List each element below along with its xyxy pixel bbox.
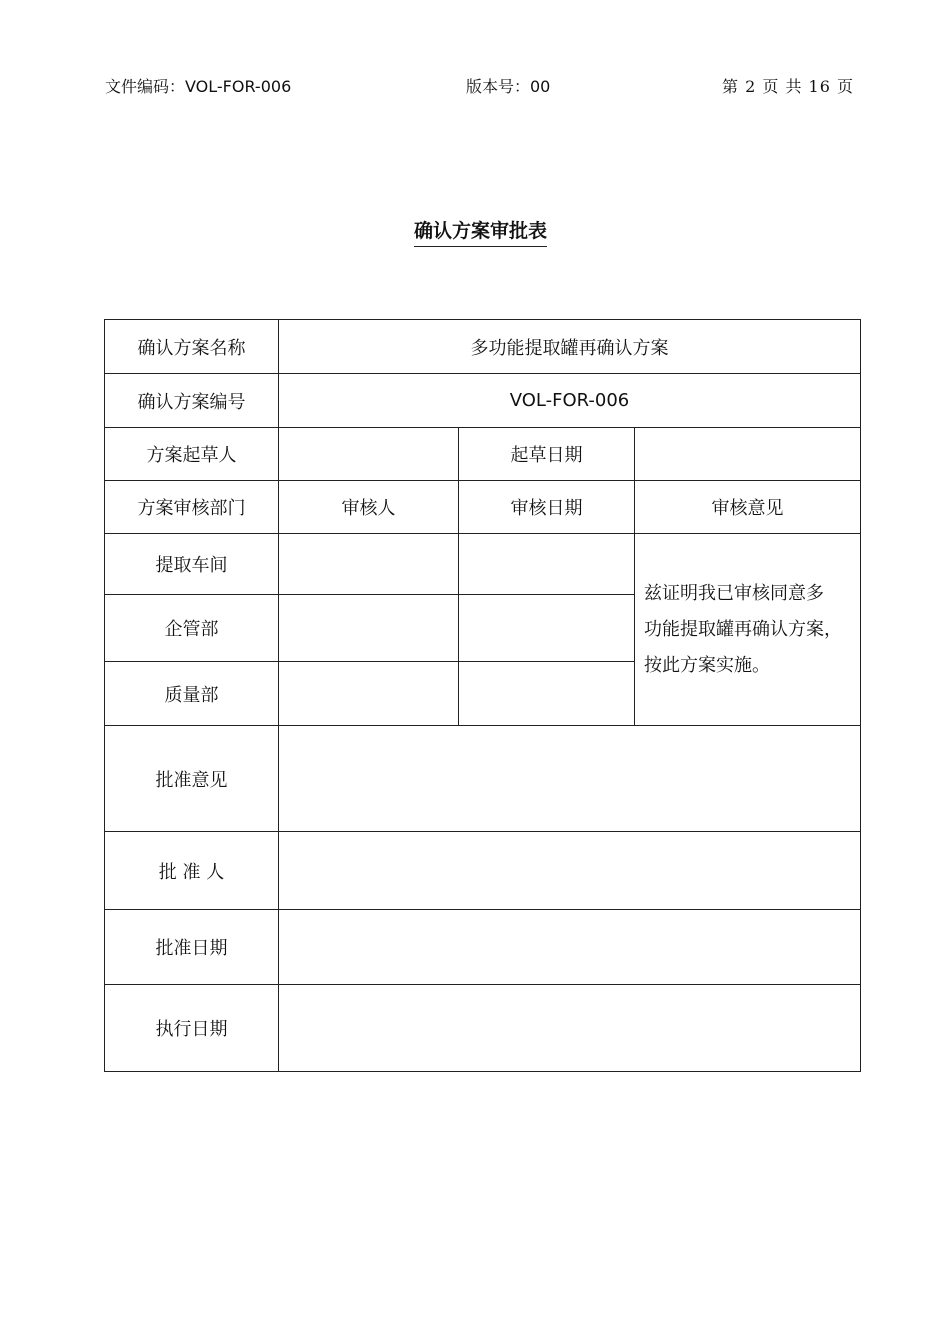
reviewer-cell[interactable] — [279, 662, 459, 726]
plan-name-value[interactable]: 多功能提取罐再确认方案 — [279, 320, 861, 374]
form-title: 确认方案审批表 — [414, 216, 547, 247]
review-opinion-label: 审核意见 — [635, 481, 861, 534]
approver-label: 批 准 人 — [105, 832, 279, 910]
table-row — [105, 985, 861, 1072]
table-row — [105, 910, 861, 985]
review-opinion-line: 兹证明我已审核同意多 — [644, 582, 824, 604]
page-info: 第 2 页 共 16 页 — [722, 77, 854, 96]
version-number: 版本号：00 — [466, 77, 551, 96]
reviewer-cell[interactable] — [279, 534, 459, 595]
review-opinion-line: 功能提取罐再确认方案， — [644, 618, 842, 640]
doc-code: 文件编码：VOL-FOR-006 — [105, 77, 292, 96]
review-date-cell[interactable] — [459, 534, 635, 595]
plan-code-value[interactable]: VOL-FOR-006 — [279, 374, 861, 428]
dept-extraction-workshop: 提取车间 — [105, 534, 279, 595]
dept-quality: 质量部 — [105, 662, 279, 726]
reviewer-label: 审核人 — [279, 481, 459, 534]
drafter-value[interactable] — [279, 428, 459, 481]
table-row — [105, 832, 861, 910]
review-date-label: 审核日期 — [459, 481, 635, 534]
review-date-cell[interactable] — [459, 595, 635, 662]
table-row — [105, 726, 861, 832]
dept-enterprise-management: 企管部 — [105, 595, 279, 662]
execution-date-value[interactable] — [279, 985, 861, 1072]
drafter-label: 方案起草人 — [105, 428, 279, 481]
approval-date-label: 批准日期 — [105, 910, 279, 985]
approval-opinion-value[interactable] — [279, 726, 861, 832]
reviewer-cell[interactable] — [279, 595, 459, 662]
draft-date-value[interactable] — [635, 428, 861, 481]
table-row — [105, 428, 861, 481]
table-row — [105, 534, 861, 595]
review-opinion-line: 按此方案实施。 — [644, 654, 770, 676]
execution-date-label: 执行日期 — [105, 985, 279, 1072]
table-row — [105, 481, 861, 534]
table-row — [105, 374, 861, 428]
draft-date-label: 起草日期 — [459, 428, 635, 481]
plan-code-label: 确认方案编号 — [105, 374, 279, 428]
approver-value[interactable] — [279, 832, 861, 910]
table-row — [105, 320, 861, 374]
review-dept-label: 方案审核部门 — [105, 481, 279, 534]
review-date-cell[interactable] — [459, 662, 635, 726]
approval-form-table — [104, 319, 861, 1072]
approval-opinion-label: 批准意见 — [105, 726, 279, 832]
plan-name-label: 确认方案名称 — [105, 320, 279, 374]
approval-date-value[interactable] — [279, 910, 861, 985]
review-opinion-text — [635, 534, 861, 726]
